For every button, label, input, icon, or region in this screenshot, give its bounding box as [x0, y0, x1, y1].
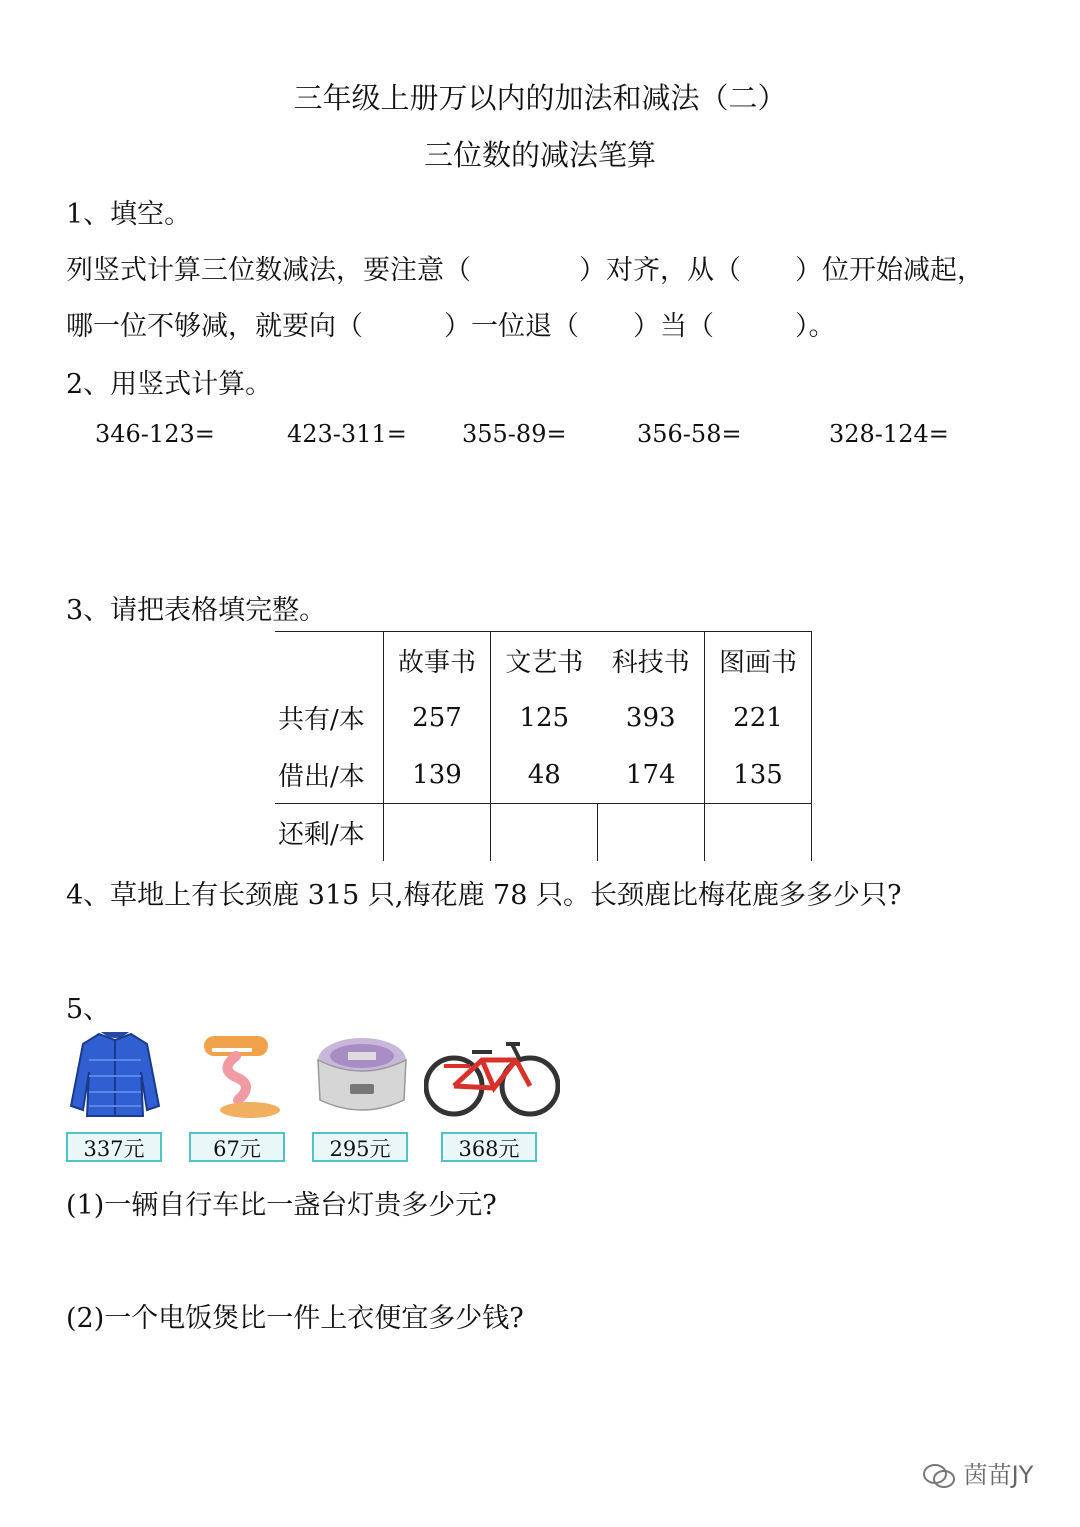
column-header: 文艺书: [491, 632, 598, 690]
rice-cooker-icon: [312, 1030, 412, 1120]
q5-sub1: (1)一辆自行车比一盏台灯贵多少元?: [66, 1190, 497, 1221]
table-cell: 48: [491, 746, 598, 804]
calc-item: 423-311=: [287, 420, 407, 448]
row-label: 共有/本: [278, 705, 365, 735]
calc-item: 355-89=: [462, 420, 567, 448]
table-row: [275, 746, 812, 804]
bicycle-icon: [424, 1030, 560, 1120]
table-cell: 257: [384, 689, 491, 746]
q3-heading: 3、请把表格填完整。: [66, 595, 327, 626]
row-label: 还剩/本: [278, 820, 365, 850]
answer-cell[interactable]: [384, 804, 491, 862]
table-cell: 393: [625, 702, 676, 733]
q1-heading: 1、填空。: [66, 199, 192, 230]
answer-cell[interactable]: [705, 804, 812, 862]
desk-lamp-icon: [198, 1030, 298, 1120]
table-row: [275, 689, 812, 746]
price-tag: 295元: [312, 1132, 408, 1162]
watermark: [922, 1455, 1033, 1490]
table-header-row: [275, 632, 812, 690]
answer-cell[interactable]: [491, 804, 598, 862]
q1-line2: 哪一位不够减，就要向（ ）一位退（ ）当（ ）。: [66, 311, 836, 342]
column-header: 科技书: [598, 632, 705, 690]
wechat-icon: [922, 1461, 964, 1489]
q4-text: 4、草地上有长颈鹿 315 只,梅花鹿 78 只。长颈鹿比梅花鹿多多少只?: [66, 880, 902, 911]
price-tag: 67元: [189, 1132, 285, 1162]
calc-item: 328-124=: [829, 420, 949, 448]
q2-heading: 2、用竖式计算。: [66, 369, 273, 400]
answer-cell[interactable]: [598, 804, 705, 862]
price-tag: 337元: [66, 1132, 162, 1162]
table-row: [275, 804, 812, 862]
row-label: 借出/本: [275, 746, 384, 804]
table-cell: 174: [598, 746, 705, 804]
q5-sub2: (2)一个电饭煲比一件上衣便宜多少钱?: [66, 1303, 524, 1334]
calc-item: 346-123=: [95, 420, 215, 448]
q1-line1: 列竖式计算三位数减法，要注意（ ）对齐，从（ ）位开始减起，: [66, 255, 984, 286]
table-corner-cell: [275, 632, 384, 690]
table-cell: 221: [705, 689, 812, 746]
q5-heading: 5、: [66, 994, 111, 1025]
table-cell: 139: [384, 746, 491, 804]
column-header: 图画书: [705, 632, 812, 690]
page-title: 三年级上册万以内的加法和减法（二）: [293, 81, 787, 115]
table-cell: 125: [519, 702, 570, 733]
calc-item: 356-58=: [637, 420, 742, 448]
column-header: 故事书: [384, 632, 491, 690]
page-subtitle: 三位数的减法笔算: [423, 138, 656, 172]
table-cell: 135: [705, 746, 812, 804]
books-table: [275, 631, 812, 861]
jacket-icon: [65, 1030, 165, 1120]
price-tag: 368元: [441, 1132, 537, 1162]
watermark-text: 茵苗JY: [963, 1461, 1034, 1489]
